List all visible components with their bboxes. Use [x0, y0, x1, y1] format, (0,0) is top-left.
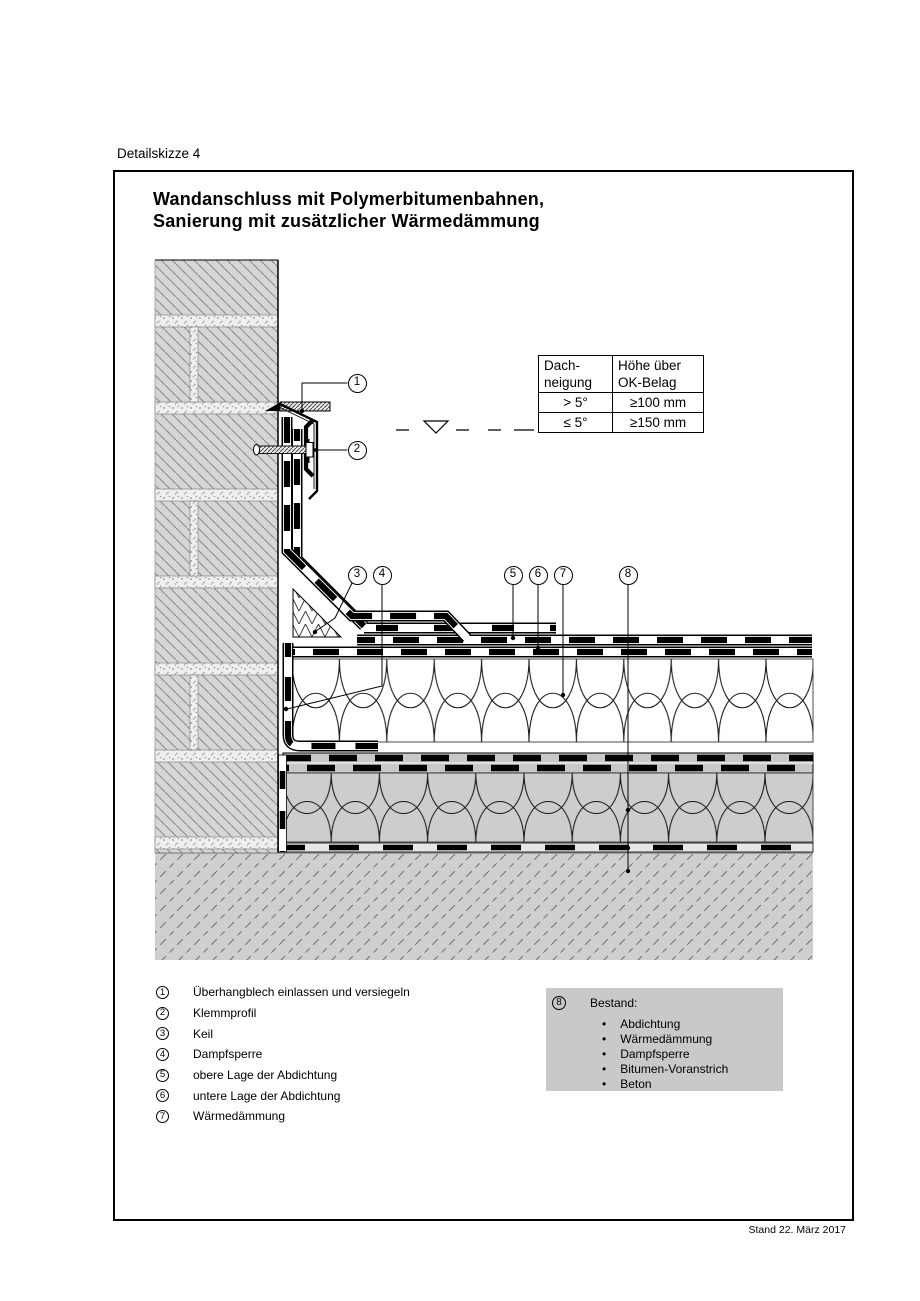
slope-value: ≤ 5°	[539, 413, 613, 433]
legend-label: Überhangblech einlassen und versiegeln	[193, 985, 410, 1000]
slope-height-table	[538, 355, 704, 433]
callout-6: 6	[529, 566, 548, 585]
legend-number: 5	[156, 1069, 169, 1082]
bullet-icon	[602, 1063, 606, 1075]
legend-label: obere Lage der Abdichtung	[193, 1068, 338, 1083]
bestand-item: • Abdichtung	[546, 1016, 783, 1031]
concrete-slab	[155, 853, 813, 960]
legend-item	[150, 1044, 410, 1065]
legend-label: Keil	[193, 1026, 214, 1041]
bestand-item: • Bitumen-Voranstrich	[546, 1061, 783, 1076]
bestand-item: • Dampfsperre	[546, 1046, 783, 1061]
height-value: ≥100 mm	[613, 393, 704, 413]
doc-label: Detailskizze 4	[117, 146, 201, 161]
legend-label: Klemmprofil	[193, 1006, 257, 1021]
slope-value: > 5°	[539, 393, 613, 413]
callout-1: 1	[348, 374, 367, 393]
revision-date: Stand 22. März 2017	[748, 1224, 846, 1236]
bestand-header	[552, 996, 637, 1010]
height-value: ≥150 mm	[613, 413, 704, 433]
bullet-icon	[602, 1078, 606, 1090]
legend-label: Dampfsperre	[193, 1047, 263, 1062]
legend-number: 1	[156, 986, 169, 999]
legend-number: 3	[156, 1027, 169, 1040]
legend-number: 4	[156, 1048, 169, 1061]
new-insulation	[292, 659, 813, 742]
legend-label: Wärmedämmung	[193, 1109, 286, 1124]
legend-item	[150, 1023, 410, 1044]
callout-8: 8	[619, 566, 638, 585]
bullet-icon	[602, 1018, 606, 1030]
bestand-title: Bestand:	[590, 996, 638, 1010]
bullet-icon	[602, 1048, 606, 1060]
bestand-item: • Wärmedämmung	[546, 1031, 783, 1046]
legend-item	[150, 1065, 410, 1086]
masonry-wall	[155, 260, 278, 853]
table-header-height: Höhe über OK-Belag	[613, 356, 704, 393]
datum-symbol	[396, 421, 534, 433]
title-line-2: Sanierung mit zusätzlicher Wärmedämmung	[153, 210, 540, 231]
legend-number: 6	[156, 1089, 169, 1102]
legend-item	[150, 982, 410, 1003]
legend-item	[150, 1003, 410, 1024]
legend-item	[150, 1106, 410, 1127]
title-line-1: Wandanschluss mit Polymerbitumenbahnen,	[153, 189, 545, 209]
legend	[150, 982, 410, 1127]
bestand-item: • Beton	[546, 1076, 783, 1091]
bullet-icon	[602, 1033, 606, 1045]
table-row	[539, 413, 704, 433]
bestand-number: 8	[552, 996, 566, 1010]
bestand-box	[546, 988, 783, 1091]
bestand-items	[546, 1016, 783, 1091]
callout-2: 2	[348, 441, 367, 460]
table-header-slope: Dach- neigung	[539, 356, 613, 393]
table-row	[539, 393, 704, 413]
callout-4: 4	[373, 566, 392, 585]
callout-5: 5	[504, 566, 523, 585]
legend-number: 7	[156, 1110, 169, 1123]
callout-3: 3	[348, 566, 367, 585]
legend-label: untere Lage der Abdichtung	[193, 1088, 341, 1103]
existing-layers	[279, 753, 814, 852]
screw	[257, 446, 306, 454]
legend-number: 2	[156, 1007, 169, 1020]
callout-7: 7	[554, 566, 573, 585]
legend-item	[150, 1085, 410, 1106]
